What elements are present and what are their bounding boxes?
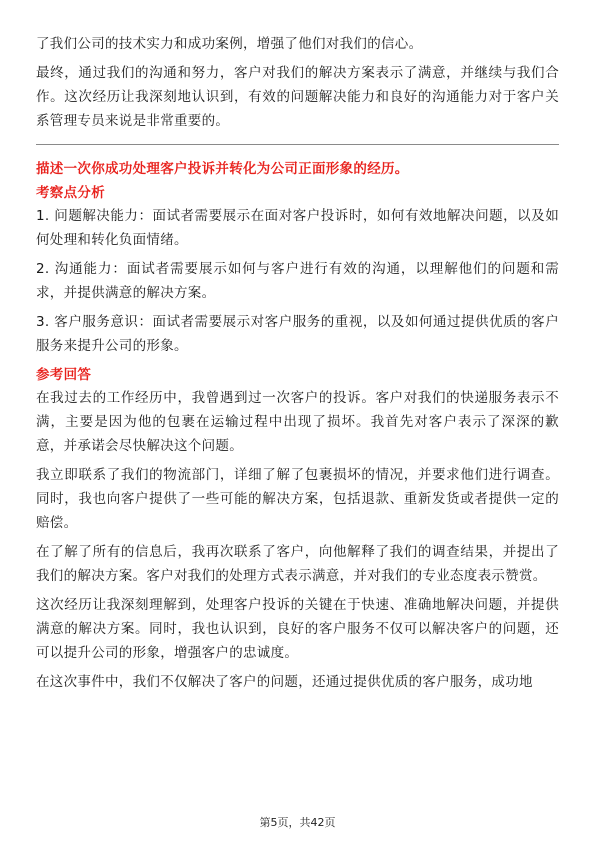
intro-paragraph: 了我们公司的技术实力和成功案例，增强了他们对我们的信心。 <box>36 36 423 52</box>
answer-paragraph: 这次经历让我深刻理解到，处理客户投诉的关键在于快速、准确地解决问题，并提供满意的解决方案。同时，我也认识到，良好的客户服务不仅可以解决客户的问题，还可以提升公司的形象，增强客户的忠诚度。 <box>36 597 559 661</box>
answer-label: 参考回答 <box>36 367 92 383</box>
analysis-item: 3. 客户服务意识：面试者需要展示对客户服务的重视，以及如何通过提供优质的客户服务来提升公司的形象。 <box>36 314 559 354</box>
answer-paragraph: 在了解了所有的信息后，我再次联系了客户，向他解释了我们的调查结果，并提出了我们的解决方案。客户对我们的处理方式表示满意，并对我们的专业态度表示赞赏。 <box>36 544 559 584</box>
answer-paragraph: 我立即联系了我们的物流部门，详细了解了包裹损坏的情况，并要求他们进行调查。同时，我也向客户提供了一些可能的解决方案，包括退款、重新发货或者提供一定的赔偿。 <box>36 467 559 531</box>
section-divider <box>36 144 559 145</box>
intro-paragraph: 最终，通过我们的沟通和努力，客户对我们的解决方案表示了满意，并继续与我们合作。这次经历让我深刻地认识到，有效的问题解决能力和良好的沟通能力对于客户关系管理专员来说是非常重要的。 <box>36 65 559 129</box>
answer-paragraph: 在这次事件中，我们不仅解决了客户的问题，还通过提供优质的客户服务，成功地 <box>36 674 533 690</box>
document-page <box>36 32 559 699</box>
page-number: 第5页，共42页 <box>259 816 336 829</box>
analysis-item: 2. 沟通能力：面试者需要展示如何与客户进行有效的沟通，以理解他们的问题和需求，并提供满意的解决方案。 <box>36 261 559 301</box>
question-heading: 描述一次你成功处理客户投诉并转化为公司正面形象的经历。 <box>36 161 409 177</box>
analysis-item: 1. 问题解决能力：面试者需要展示在面对客户投诉时，如何有效地解决问题，以及如何处理和转化负面情绪。 <box>36 208 559 248</box>
answer-paragraph: 在我过去的工作经历中，我曾遇到过一次客户的投诉。客户对我们的快递服务表示不满，主要是因为他的包裹在运输过程中出现了损坏。我首先对客户表示了深深的歉意，并承诺会尽快解决这个问题。 <box>36 390 559 454</box>
analysis-label: 考察点分析 <box>36 185 105 201</box>
